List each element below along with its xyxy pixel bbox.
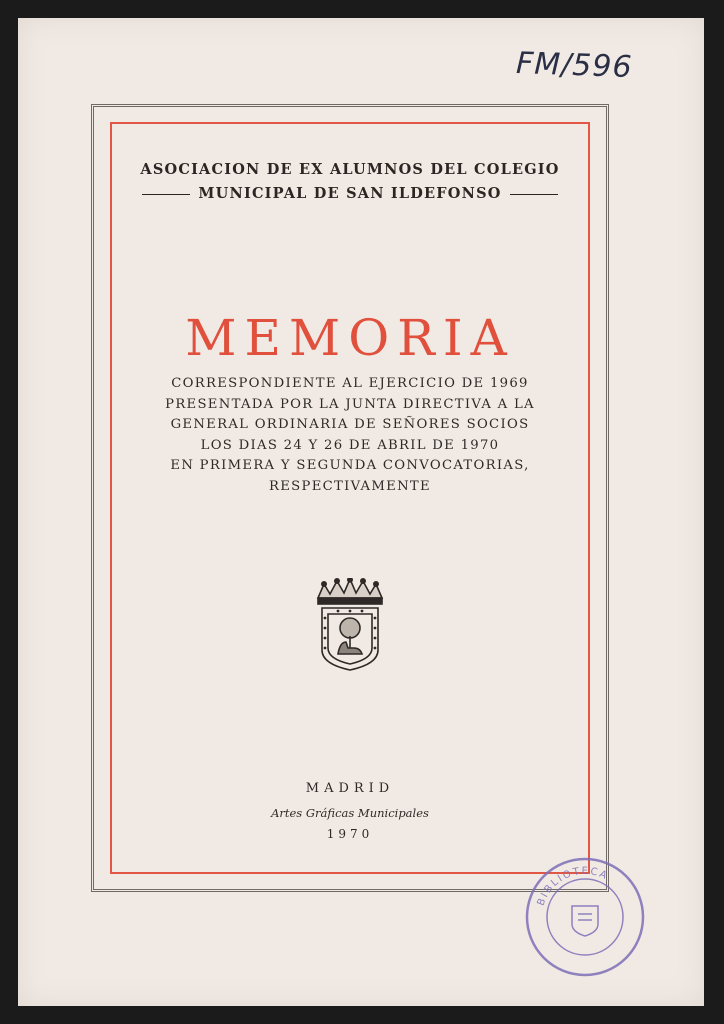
left-rule xyxy=(142,194,190,195)
imprint-city: MADRID xyxy=(305,781,395,796)
association-name-line1: ASOCIACION DE EX ALUMNOS DEL COLEGIO xyxy=(140,161,560,178)
subtitle-line: LOS DIAS 24 Y 26 DE ABRIL DE 1970 xyxy=(200,437,500,453)
library-stamp-icon xyxy=(520,852,650,982)
imprint-year: 1970 xyxy=(326,827,374,841)
association-name-line2-row xyxy=(110,182,590,206)
subtitle-line: EN PRIMERA Y SEGUNDA CONVOCATORIAS, xyxy=(170,458,530,473)
svg-text:BIBLIOTECA: BIBLIOTECA xyxy=(535,865,611,908)
association-header xyxy=(110,158,590,206)
association-name-line2: MUNICIPAL DE SAN ILDEFONSO xyxy=(198,185,502,202)
document-title: MEMORIA xyxy=(185,309,515,367)
catalog-mark: FM/596 xyxy=(515,45,634,86)
subtitle-line: PRESENTADA POR LA JUNTA DIRECTIVA A LA xyxy=(165,396,535,412)
imprint-printer: Artes Gráficas Municipales xyxy=(271,806,429,820)
inner-red-border-frame xyxy=(110,122,590,874)
document-subtitle xyxy=(110,374,590,497)
document-cover xyxy=(18,18,704,1006)
madrid-coat-of-arms-icon xyxy=(312,578,388,672)
subtitle-line: GENERAL ORDINARIA DE SEÑORES SOCIOS xyxy=(170,417,530,432)
subtitle-line: CORRESPONDIENTE AL EJERCICIO DE 1969 xyxy=(171,376,529,391)
subtitle-line: RESPECTIVAMENTE xyxy=(269,478,431,494)
right-rule xyxy=(510,194,558,195)
